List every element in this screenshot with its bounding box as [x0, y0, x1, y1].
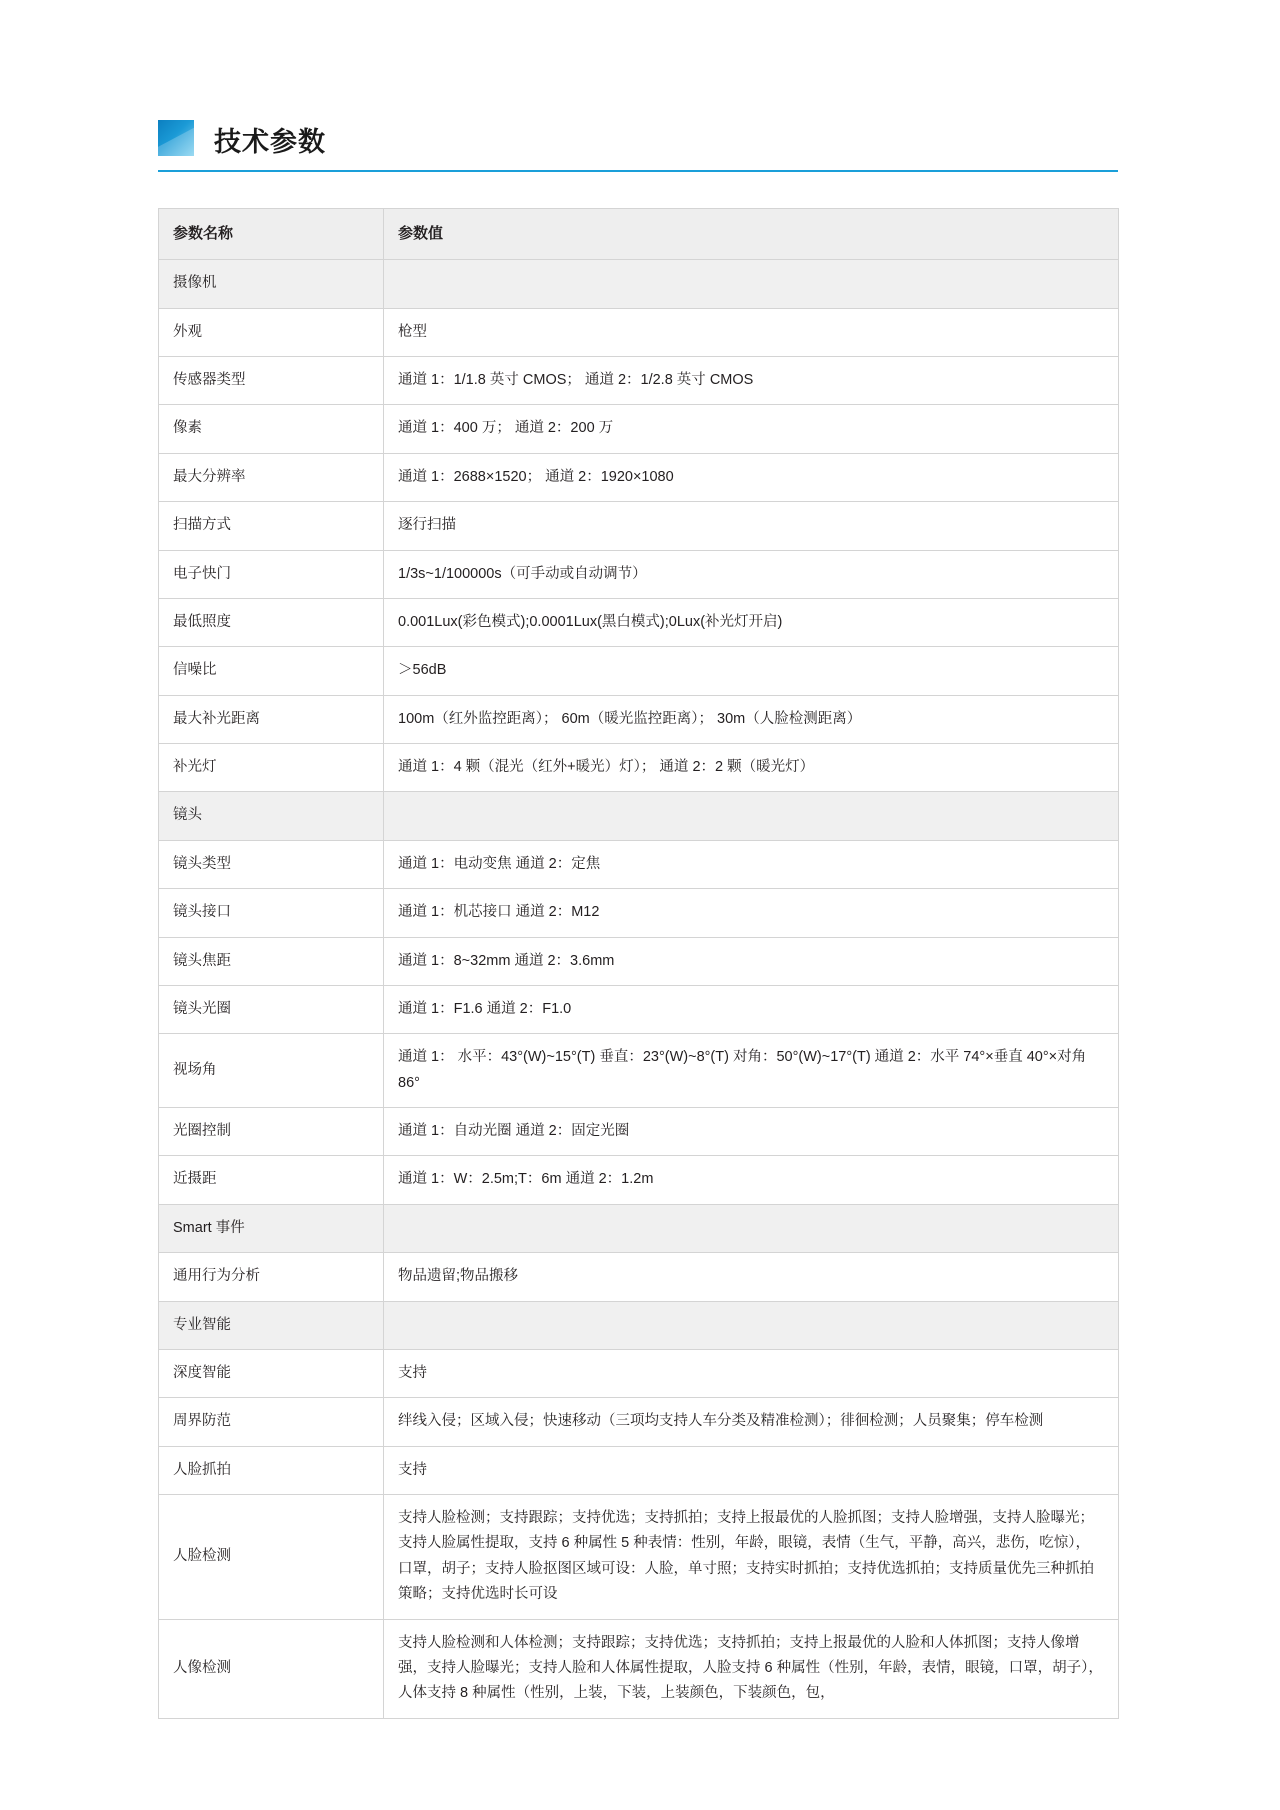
- param-value-cell: 通道 1：8~32mm 通道 2：3.6mm: [384, 937, 1119, 985]
- param-value-cell: 支持: [384, 1446, 1119, 1494]
- param-value-cell: ＞56dB: [384, 647, 1119, 695]
- table-row: [159, 598, 1119, 646]
- table-row: [159, 1349, 1119, 1397]
- param-value-cell: 通道 1：2688×1520； 通道 2：1920×1080: [384, 453, 1119, 501]
- param-name-cell: 镜头类型: [159, 840, 384, 888]
- table-row: [159, 550, 1119, 598]
- group-label: Smart 事件: [159, 1204, 384, 1252]
- group-value: [384, 1301, 1119, 1349]
- column-header-param-name: 参数名称: [159, 209, 384, 260]
- param-value-cell: 通道 1：电动变焦 通道 2：定焦: [384, 840, 1119, 888]
- table-row: [159, 937, 1119, 985]
- param-name-cell: 光圈控制: [159, 1108, 384, 1156]
- param-name-cell: 外观: [159, 308, 384, 356]
- param-value-cell: 通道 1： 水平：43°(W)~15°(T) 垂直：23°(W)~8°(T) 对角：50°(W)~17°(T) 通道 2：水平 74°×垂直 40°×对角 86°: [384, 1034, 1119, 1108]
- page-title: 技术参数: [214, 127, 326, 158]
- section-header: [158, 120, 1118, 172]
- param-name-cell: 周界防范: [159, 1398, 384, 1446]
- table-row: [159, 502, 1119, 550]
- table-row: [159, 357, 1119, 405]
- param-name-cell: 最大分辨率: [159, 453, 384, 501]
- table-row: [159, 1108, 1119, 1156]
- group-label: 摄像机: [159, 260, 384, 308]
- param-name-cell: 信噪比: [159, 647, 384, 695]
- param-name-cell: 通用行为分析: [159, 1253, 384, 1301]
- param-name-cell: 人脸抓拍: [159, 1446, 384, 1494]
- table-row: [159, 1495, 1119, 1620]
- group-value: [384, 1204, 1119, 1252]
- table-row: [159, 1034, 1119, 1108]
- column-header-param-value: 参数值: [384, 209, 1119, 260]
- param-value-cell: 支持人脸检测；支持跟踪；支持优选；支持抓拍；支持上报最优的人脸抓图；支持人脸增强，支持人脸曝光；支持人脸属性提取，支持 6 种属性 5 种表情：性别，年龄，眼镜，表情（生气，平静，高兴，悲伤，吃惊），口罩，胡子；支持人脸抠图区域可设：人脸，单寸照；支持实时抓拍；支持优选抓拍；支持质量优先三种抓拍策略；支持优选时长可设: [384, 1495, 1119, 1620]
- table-row: [159, 1619, 1119, 1718]
- param-value-cell: 通道 1：4 颗（混光（红外+暖光）灯）； 通道 2：2 颗（暖光灯）: [384, 744, 1119, 792]
- param-name-cell: 视场角: [159, 1034, 384, 1108]
- table-row: [159, 405, 1119, 453]
- table-group-row: [159, 1301, 1119, 1349]
- table-row: [159, 453, 1119, 501]
- param-value-cell: 支持: [384, 1349, 1119, 1397]
- param-value-cell: 绊线入侵；区域入侵；快速移动（三项均支持人车分类及精准检测）；徘徊检测；人员聚集；停车检测: [384, 1398, 1119, 1446]
- param-name-cell: 补光灯: [159, 744, 384, 792]
- param-value-cell: 枪型: [384, 308, 1119, 356]
- group-value: [384, 792, 1119, 840]
- param-value-cell: 逐行扫描: [384, 502, 1119, 550]
- group-label: 专业智能: [159, 1301, 384, 1349]
- param-value-cell: 通道 1：机芯接口 通道 2：M12: [384, 889, 1119, 937]
- param-name-cell: 镜头接口: [159, 889, 384, 937]
- table-header-row: [159, 209, 1119, 260]
- table-row: [159, 840, 1119, 888]
- param-name-cell: 最大补光距离: [159, 695, 384, 743]
- param-value-cell: 0.001Lux(彩色模式);0.0001Lux(黑白模式);0Lux(补光灯开启): [384, 598, 1119, 646]
- table-row: [159, 1398, 1119, 1446]
- param-name-cell: 镜头光圈: [159, 985, 384, 1033]
- param-name-cell: 最低照度: [159, 598, 384, 646]
- param-value-cell: 1/3s~1/100000s（可手动或自动调节）: [384, 550, 1119, 598]
- param-value-cell: 通道 1：自动光圈 通道 2：固定光圈: [384, 1108, 1119, 1156]
- param-name-cell: 近摄距: [159, 1156, 384, 1204]
- group-value: [384, 260, 1119, 308]
- param-value-cell: 通道 1：F1.6 通道 2：F1.0: [384, 985, 1119, 1033]
- param-name-cell: 人脸检测: [159, 1495, 384, 1620]
- table-row: [159, 985, 1119, 1033]
- tech-spec-table: [158, 208, 1119, 1719]
- param-value-cell: 通道 1：1/1.8 英寸 CMOS； 通道 2：1/2.8 英寸 CMOS: [384, 357, 1119, 405]
- param-value-cell: 通道 1：400 万； 通道 2：200 万: [384, 405, 1119, 453]
- table-row: [159, 1253, 1119, 1301]
- page-content: [158, 120, 1118, 1719]
- table-row: [159, 889, 1119, 937]
- param-value-cell: 100m（红外监控距离）； 60m（暖光监控距离）； 30m（人脸检测距离）: [384, 695, 1119, 743]
- decorative-parallelogram-icon: [158, 120, 194, 156]
- param-name-cell: 传感器类型: [159, 357, 384, 405]
- param-name-cell: 深度智能: [159, 1349, 384, 1397]
- table-group-row: [159, 792, 1119, 840]
- table-group-row: [159, 260, 1119, 308]
- param-value-cell: 支持人脸检测和人体检测；支持跟踪；支持优选；支持抓拍；支持上报最优的人脸和人体抓图；支持人像增强，支持人脸曝光；支持人脸和人体属性提取，人脸支持 6 种属性（性别，年龄，表情，眼镜，口罩，胡子），人体支持 8 种属性（性别，上装，下装，上装颜色，下装颜色，包，: [384, 1619, 1119, 1718]
- table-row: [159, 308, 1119, 356]
- param-name-cell: 人像检测: [159, 1619, 384, 1718]
- table-row: [159, 695, 1119, 743]
- table-row: [159, 1156, 1119, 1204]
- table-row: [159, 744, 1119, 792]
- param-name-cell: 像素: [159, 405, 384, 453]
- param-value-cell: 物品遗留;物品搬移: [384, 1253, 1119, 1301]
- table-row: [159, 1446, 1119, 1494]
- param-value-cell: 通道 1：W：2.5m;T：6m 通道 2：1.2m: [384, 1156, 1119, 1204]
- param-name-cell: 电子快门: [159, 550, 384, 598]
- param-name-cell: 镜头焦距: [159, 937, 384, 985]
- param-name-cell: 扫描方式: [159, 502, 384, 550]
- table-group-row: [159, 1204, 1119, 1252]
- table-row: [159, 647, 1119, 695]
- group-label: 镜头: [159, 792, 384, 840]
